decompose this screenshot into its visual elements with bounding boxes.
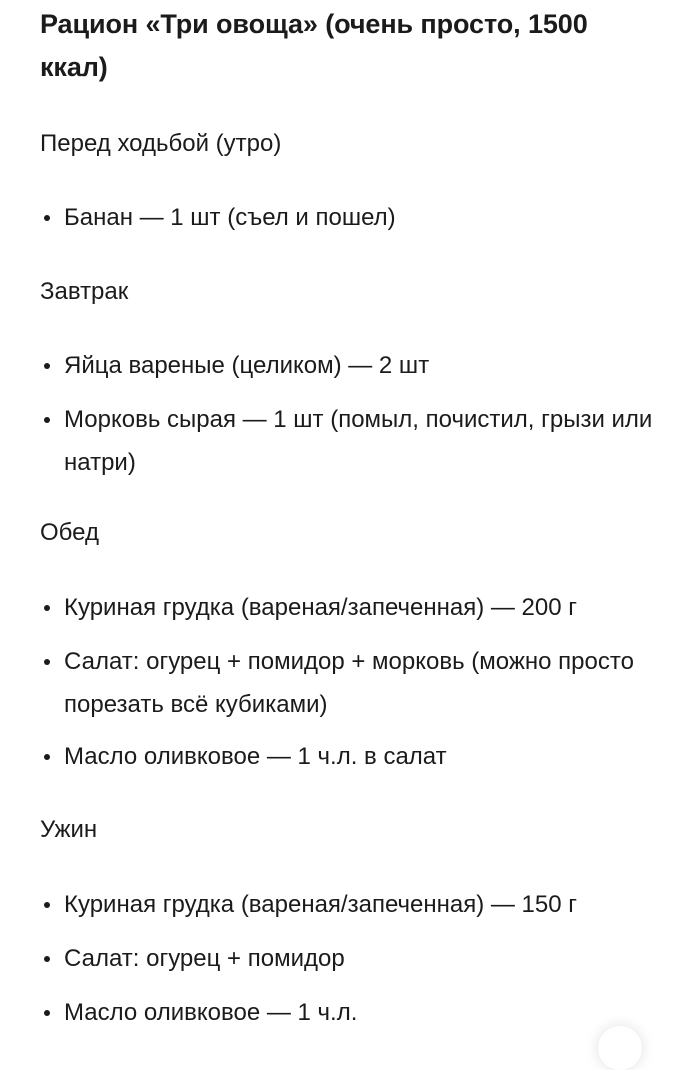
bullet-dot-icon [44, 605, 50, 611]
bullet-dot-icon [44, 417, 50, 423]
bullet-dot-icon [44, 1010, 50, 1016]
list-item [40, 937, 680, 980]
bullet-dot-icon [44, 902, 50, 908]
bullet-dot-icon [44, 754, 50, 760]
list-item-text: Куриная грудка (вареная/запеченная) — 200 г [64, 594, 577, 621]
floating-circle-button[interactable] [598, 1026, 642, 1070]
list-item-text: Морковь сырая — 1 шт (помыл, почистил, грызи или натри) [64, 406, 653, 476]
list-item [40, 735, 680, 778]
section-heading-before-walk: Перед ходьбой (утро) [40, 130, 282, 157]
bullet-dot-icon [44, 956, 50, 962]
list-item-text: Яйца вареные (целиком) — 2 шт [64, 352, 430, 379]
list-item [40, 398, 680, 484]
list-item [40, 883, 680, 926]
list-item-text: Масло оливковое — 1 ч.л. [64, 999, 358, 1026]
section-heading-lunch: Обед [40, 519, 99, 546]
list-item-text: Салат: огурец + помидор [64, 945, 345, 972]
list-item-text: Масло оливковое — 1 ч.л. в салат [64, 743, 447, 770]
list-item-text: Банан — 1 шт (съел и пошел) [64, 204, 396, 231]
list-item [40, 991, 680, 1034]
bullet-dot-icon [44, 363, 50, 369]
list-item [40, 640, 680, 726]
list-item-text: Салат: огурец + помидор + морковь (можно просто порезать всё кубиками) [64, 648, 634, 718]
page-title: Рацион «Три овоща» (очень просто, 1500 ккал) [40, 9, 588, 82]
section-heading-dinner: Ужин [40, 816, 98, 843]
list-item [40, 586, 680, 629]
section-heading-breakfast: Завтрак [40, 278, 129, 305]
list-item [40, 344, 680, 387]
bullet-dot-icon [44, 659, 50, 665]
list-item [40, 196, 680, 239]
bullet-dot-icon [44, 215, 50, 221]
list-item-text: Куриная грудка (вареная/запеченная) — 150 г [64, 891, 577, 918]
